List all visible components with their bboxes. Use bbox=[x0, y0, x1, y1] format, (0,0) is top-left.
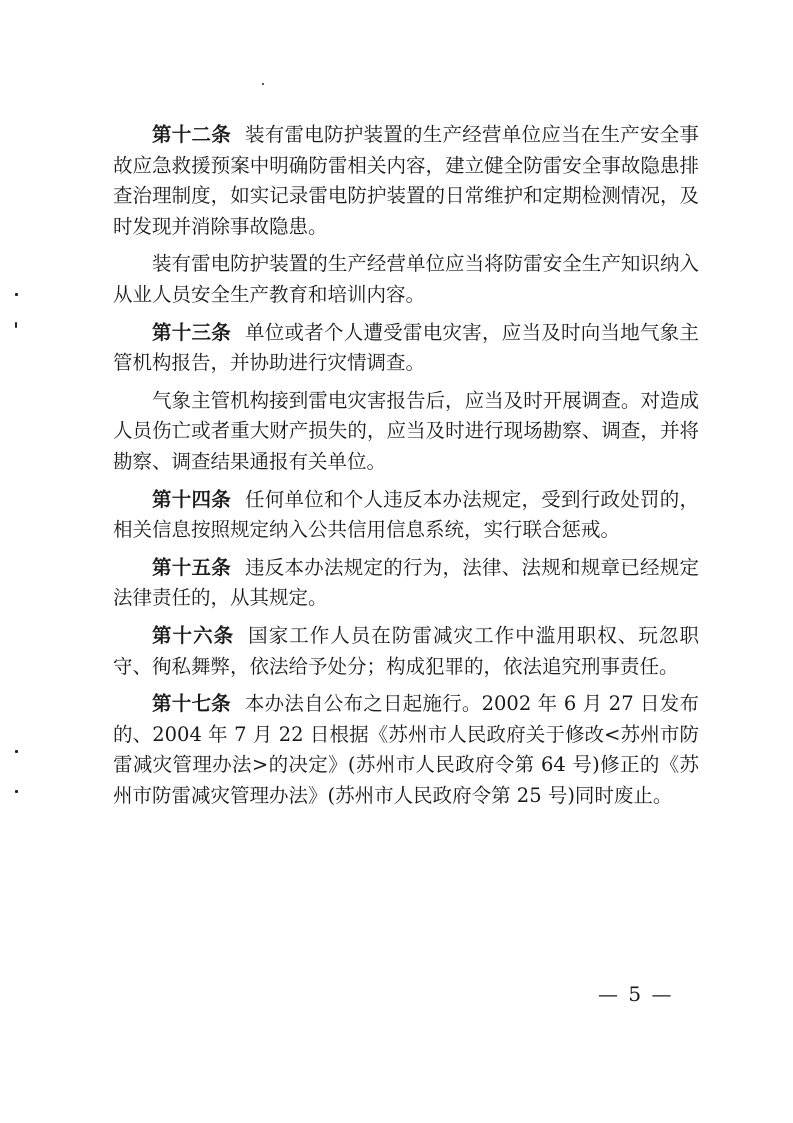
paragraph-text: 单位或者个人遭受雷电灾害，应当及时向当地气象主管机构报告，并协助进行灾情调查。 bbox=[113, 320, 699, 375]
paragraph bbox=[113, 621, 699, 682]
binding-mark bbox=[15, 790, 18, 793]
article-heading: 第十二条 bbox=[152, 123, 231, 146]
paragraph-text: 装有雷电防护装置的生产经营单位应当将防雷安全生产知识纳入从业人员安全生产教育和培训内容。 bbox=[113, 252, 699, 306]
paragraph-text: 气象主管机构接到雷电灾害报告后，应当及时开展调查。对造成人员伤亡或者重大财产损失的，应当及时进行现场勘察、调查，并将勘察、调查结果通报有关单位。 bbox=[113, 388, 699, 473]
page-number: — 5 — bbox=[598, 982, 674, 1006]
paragraph bbox=[113, 386, 699, 478]
article-heading: 第十六条 bbox=[152, 623, 235, 647]
paragraph-text: 任何单位和个人违反本办法规定，受到行政处罚的，相关信息按照规定纳入公共信用信息系统，实行联合惩戒。 bbox=[113, 487, 699, 542]
article-heading: 第十三条 bbox=[152, 320, 231, 344]
paragraph bbox=[113, 553, 699, 614]
paragraph-text: 国家工作人员在防雷减灾工作中滥用职权、玩忽职守、徇私舞弊，依法给予处分；构成犯罪的，依法追究刑事责任。 bbox=[113, 623, 699, 678]
paragraph bbox=[113, 249, 699, 310]
paragraph bbox=[113, 485, 699, 546]
paragraph bbox=[113, 318, 699, 379]
binding-mark bbox=[15, 293, 18, 296]
paragraph-text: 本办法自公布之日起施行。2002 年 6 月 27 日发布的、2004 年 7 月 22 日根据《苏州市人民政府关于修改<苏州市防雷减灾管理办法>的决定》(苏州市人民政府令第 64 号)修正的《苏州市防雷减灾管理办法》(苏州市人民政府令第 25 号)同时废止。 bbox=[113, 692, 699, 807]
binding-mark bbox=[15, 322, 17, 328]
paragraph-text: 装有雷电防护装置的生产经营单位应当在生产安全事故应急救援预案中明确防雷相关内容，建立健全防雷安全事故隐患排查治理制度，如实记录雷电防护装置的日常维护和定期检测情况，及时发现并消除事故隐患。 bbox=[113, 123, 699, 238]
article-heading: 第十七条 bbox=[152, 692, 231, 716]
article-heading: 第十四条 bbox=[152, 487, 231, 511]
paragraph bbox=[113, 689, 699, 811]
document-body bbox=[113, 120, 699, 818]
paragraph bbox=[113, 120, 699, 242]
paragraph-text: 违反本办法规定的行为，法律、法规和规章已经规定法律责任的，从其规定。 bbox=[113, 555, 699, 610]
binding-mark bbox=[15, 750, 18, 753]
article-heading: 第十五条 bbox=[152, 555, 231, 579]
scan-speck bbox=[262, 83, 264, 85]
